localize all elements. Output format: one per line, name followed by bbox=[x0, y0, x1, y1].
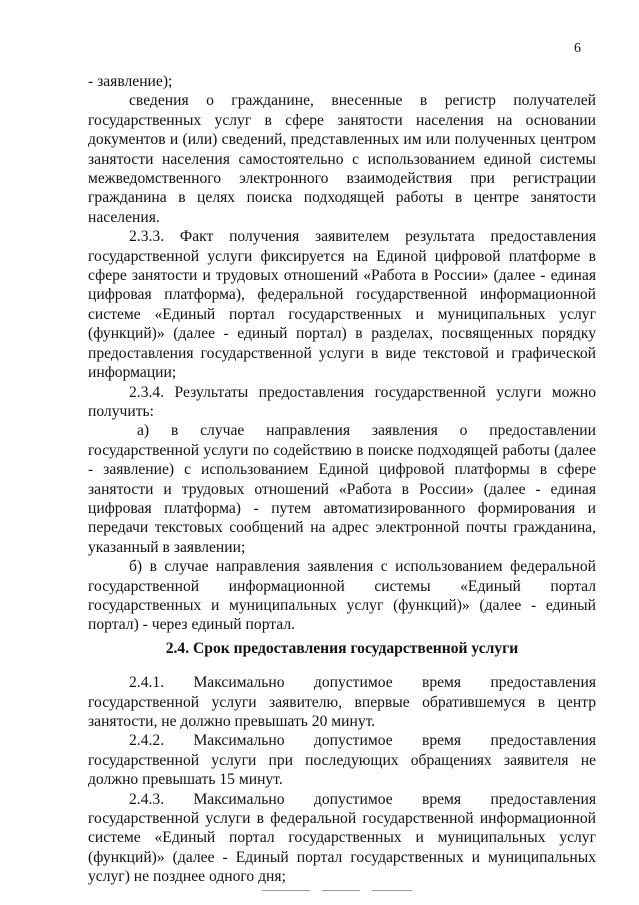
paragraph: 2.4.1. Максимально допустимое время предоставления государственной услуги заявителю, впервые обратившемуся в центр занятости, не должно превышать 20 минут. bbox=[88, 674, 596, 730]
paragraph: б) в случае направления заявления с использованием федеральной государственной информационной системы «Единый портал государственных и муниципальных услуг (функций)» (далее - единый портал) - через единый портал. bbox=[88, 558, 596, 634]
paragraph: 2.4.2. Максимально допустимое время предоставления государственной услуги при последующих обращениях заявителя не должно превышать 15 минут. bbox=[88, 732, 596, 789]
paragraph: 2.4.3. Максимально допустимое время предоставления государственной услуги в федеральной государственной информационной системе «Единый портал государственных и муниципальных услуг (функций)» (далее - Единый портал государственных и муниципальных услуг) не позднее одного дня; bbox=[88, 790, 596, 886]
section-heading: 2.4. Срок предоставления государственной услуги bbox=[165, 639, 519, 657]
paragraph: 2.3.3. Факт получения заявителем результата предоставления государственной услуги фиксируется на Единой цифровой платформе в сфере занятости и трудовых отношений «Работа в России» (далее - единая цифровая платформа), федеральной государственной информационной системе «Единый портал государственных и муниципальных услуг (функций)» (далее - единый портал) в разделах, посвященных порядку предоставления государственной услуги в виде текстовой и графической информации; bbox=[88, 228, 596, 382]
paragraph: а) в случае направления заявления о предоставлении государственной услуги по содействию в поиске подходящей работы (далее - заявление) с использованием Единой цифровой платформы в сфере занятости и трудовых отношений «Работа в России» (далее - единая цифровая платформа) - путем автоматизированного формирования и передачи текстовых сообщений на адрес электронной почты гражданина, указанный в заявлении; bbox=[88, 422, 596, 556]
footer-divider bbox=[322, 890, 360, 891]
page-number: 6 bbox=[574, 41, 581, 56]
paragraph: 2.3.4. Результаты предоставления государственной услуги можно получить: bbox=[88, 383, 596, 420]
footer-divider bbox=[262, 890, 310, 891]
paragraph: - заявление); bbox=[88, 73, 173, 90]
document-body bbox=[88, 72, 596, 887]
paragraph: сведения о гражданине, внесенные в регистр получателей государственных услуг в сфере занятости населения на основании документов и (или) сведений, представленных им или полученных центром занятости населения самостоятельно с использованием единой системы межведомственного электронного взаимодействия при регистрации гражданина в целях поиска подходящей работы в центре занятости населения. bbox=[88, 92, 596, 226]
footer-divider bbox=[372, 890, 412, 891]
